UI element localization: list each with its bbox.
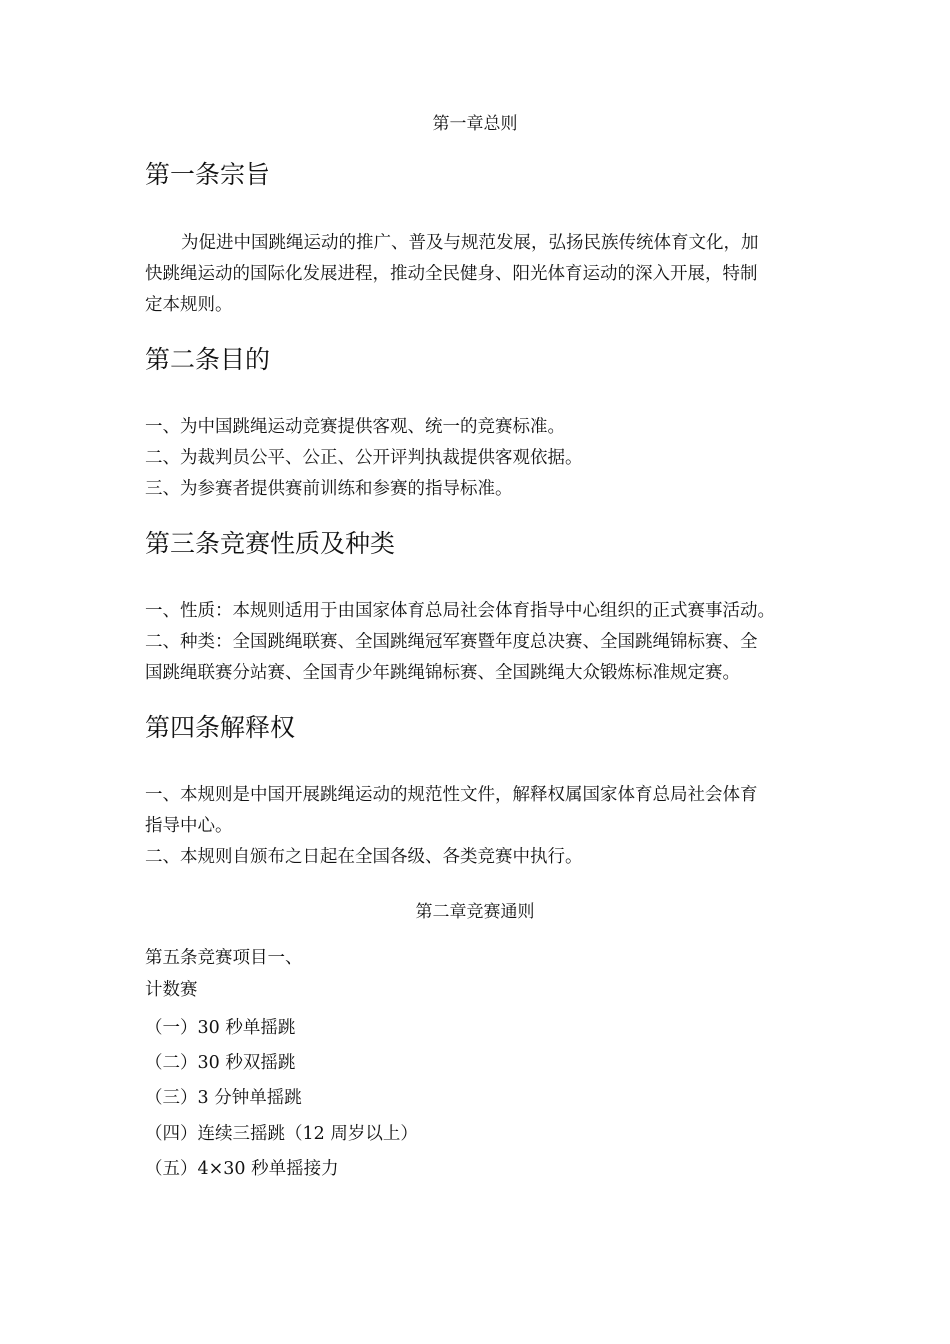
article-4-line-1: 一、本规则是中国开展跳绳运动的规范性文件，解释权属国家体育总局社会体育 <box>145 785 758 805</box>
event-item-3: （三）3 分钟单摇跳 <box>145 1088 302 1108</box>
article-4-heading: 第四条解释权 <box>145 713 296 742</box>
article-1-heading: 第一条宗旨 <box>145 160 271 189</box>
article-1-line-1: 为促进中国跳绳运动的推广、普及与规范发展，弘扬民族传统体育文化，加 <box>181 233 759 253</box>
article-3-line-2: 二、种类：全国跳绳联赛、全国跳绳冠军赛暨年度总决赛、全国跳绳锦标赛、全 <box>145 632 758 652</box>
article-1-line-2: 快跳绳运动的国际化发展进程，推动全民健身、阳光体育运动的深入开展，特制 <box>145 264 758 284</box>
article-4-line-2: 指导中心。 <box>145 816 233 836</box>
article-5-subheading: 计数赛 <box>145 980 198 1000</box>
event-item-4: （四）连续三摇跳（12 周岁以上） <box>145 1124 418 1144</box>
article-2-item-2: 二、为裁判员公平、公正、公开评判执裁提供客观依据。 <box>145 448 583 468</box>
article-2-item-3: 三、为参赛者提供赛前训练和参赛的指导标准。 <box>145 479 513 499</box>
article-4-line-3: 二、本规则自颁布之日起在全国各级、各类竞赛中执行。 <box>145 847 583 867</box>
article-3-line-1: 一、性质：本规则适用于由国家体育总局社会体育指导中心组织的正式赛事活动。 <box>145 601 775 621</box>
article-5-heading: 第五条竞赛项目一、 <box>145 948 303 968</box>
event-item-5: （五）4×30 秒单摇接力 <box>145 1159 339 1179</box>
article-3-heading: 第三条竞赛性质及种类 <box>145 529 396 558</box>
article-3-line-3: 国跳绳联赛分站赛、全国青少年跳绳锦标赛、全国跳绳大众锻炼标准规定赛。 <box>145 663 740 683</box>
article-2-item-1: 一、为中国跳绳运动竞赛提供客观、统一的竞赛标准。 <box>145 417 565 437</box>
chapter-2-title: 第二章竞赛通则 <box>415 902 535 922</box>
chapter-1-title: 第一章总则 <box>432 114 518 134</box>
event-item-2: （二）30 秒双摇跳 <box>145 1053 296 1073</box>
event-item-1: （一）30 秒单摇跳 <box>145 1018 296 1038</box>
article-1-line-3: 定本规则。 <box>145 295 233 315</box>
article-2-heading: 第二条目的 <box>145 345 271 374</box>
